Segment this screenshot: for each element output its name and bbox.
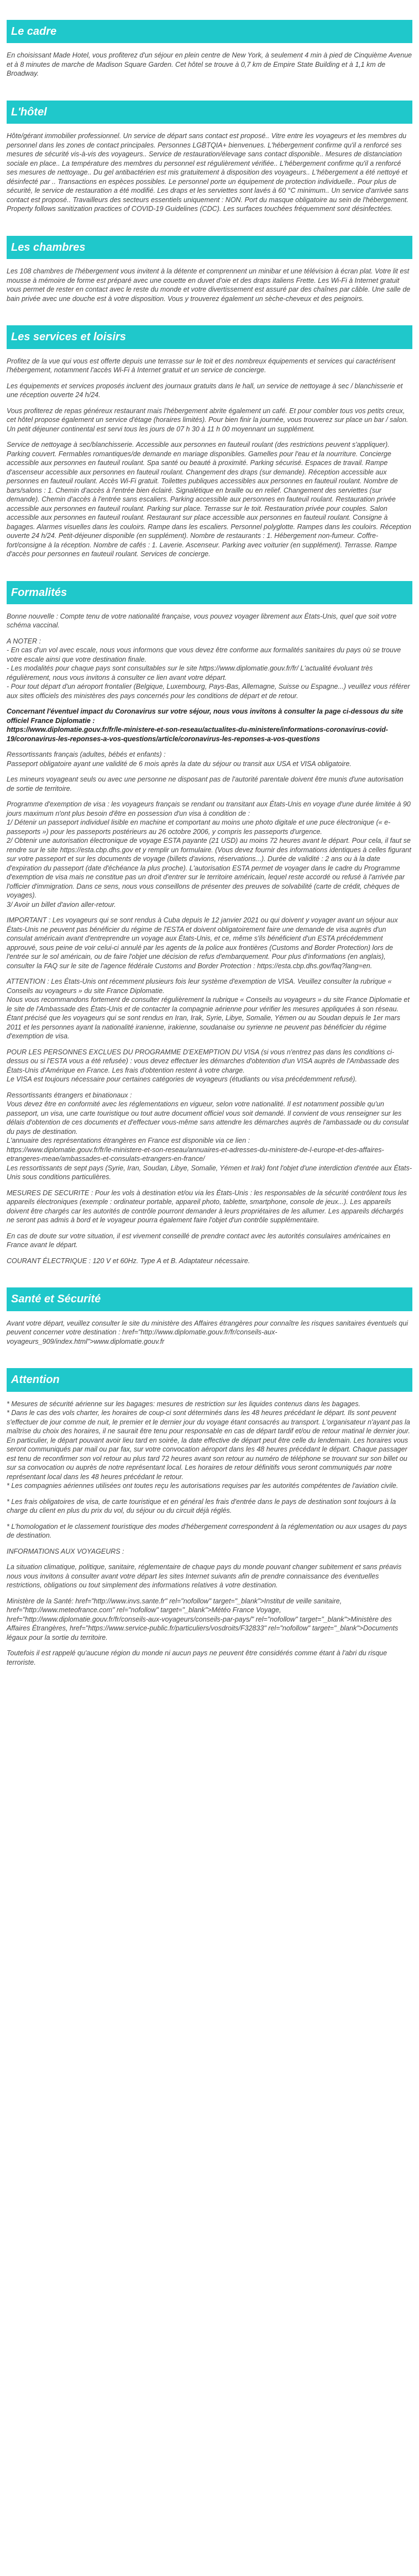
- paragraph: Vous profiterez de repas généreux restaurant mais l'hébergement abrite également un café. Et pour combler tous vos petits creux, cet hôtel propose également un service d'étage (horaires limités). Pour bien finir la journée, vous trouverez sur place un bar / salon. Un petit déjeuner continental est servi tous les jours de 07 h 30 à 11 h 00 moyennant un supplément.: [7, 407, 408, 433]
- paragraph: En cas de doute sur votre situation, il est vivement conseillé de prendre contact avec les autorités consulaires américaines en France avant le départ.: [7, 1232, 391, 1249]
- paragraph: ATTENTION : Les États-Unis ont récemment plusieurs fois leur système d'exemption de VISA. Veuillez consulter la rubrique « Conseils au voyageurs » du site France Diplomatie. Nous vous recommandons fortement de consulter régulièrement la rubrique « Conseils au voyageurs » du site France Diplomatie et le site de l'Ambassade des États-Unis et de contacter la compagnie aérienne pour vérifier les mesures appliquées à son réseau. Étant précisé que les voyageurs qui se sont rendus en Iran, Irak, Syrie, Libye, Somalie, Yémen ou au Soudan depuis le 1er mars 2011 et les personnes ayant la nationalité iranienne, irakienne, soudanaise ou syrienne ne peuvent pas bénéficier du régime d'exemption de visa.: [7, 978, 410, 1041]
- section-body: [7, 1400, 412, 1667]
- section-header: [7, 101, 412, 124]
- section-header: [7, 1287, 412, 1311]
- section-header: [7, 325, 412, 349]
- paragraph: Les 108 chambres de l'hébergement vous invitent à la détente et comprennent un minibar et une télévision à écran plat. Votre lit est mousse à mémoire de forme est préparé avec une couette en duvet d'oie et des draps italiens Frette. Les Wi-Fi à Internet gratuit vous permet de rester en contact avec le reste du monde et votre divertissement est assuré par des chaînes par câble. Une salle de bain privée avec une douche est à votre disposition. Vous y trouverez également un sèche-cheveux et des peignoirs.: [7, 267, 411, 303]
- paragraph: Les équipements et services proposés incluent des journaux gratuits dans le hall, un service de nettoyage à sec / blanchisserie et une réception ouverte 24 h/24.: [7, 382, 403, 399]
- section-header: [7, 581, 412, 604]
- section-sante-securite: [7, 1287, 412, 1346]
- section-header: [7, 236, 412, 259]
- paragraph: INFORMATIONS AUX VOYAGEURS :: [7, 1547, 124, 1555]
- paragraph: Ministère de la Santé: href="http://www.invs.sante.fr" rel="nofollow" target="_blank">Institut de veille sanitaire, href="http://www.meteofrance.com" rel="nofollow" target="_blank">Météo France Voyage, href="http://www.diplomatie.gouv.fr/fr/conseils-aux-voyageurs/conseils-par-pays/" rel="nofollow" target="_blank">Ministère des Affaires Étrangères, href="https://www.service-public.fr/particuliers/vosdroits/F32833" rel="nofollow" target="_blank">Documents légaux pour la sortie du territoire.: [7, 1597, 399, 1641]
- section-title: Les chambres: [11, 241, 86, 254]
- section-services-loisirs: [7, 325, 412, 558]
- paragraph: Programme d'exemption de visa : les voyageurs français se rendant ou transitant aux États-Unis en voyage d'une durée limitée à 90 jours maximum n'ont plus besoin d'être en possession d'un visa à condition de : 1/ Détenir un passeport individuel lisible en machine et comportant au moins une photo digitale et une puce électronique (« e-passeports ») pour les passeports postérieurs au 26 octobre 2006, y compris les passeports d'urgence. 2/ Obtenir une autorisation électronique de voyage ESTA payante (21 USD) au moins 72 heures avant le départ. Pour cela, il faut se rendre sur le site https://esta.cbp.dhs.gov et y remplir un formulaire. (Vous devez fournir des informations identiques à celles figurant sur votre passeport et sur les documents de voyage (billets d'avions, réservations...). Durée de validité : 2 ans ou à la date d'expiration du passeport (date d'échéance la plus proche). L'autorisation ESTA permet de voyager dans le cadre du Programme d'exemption de visa mais ne constitue pas un droit d'entrer sur le territoire américain, lequel reste accordé ou refusé à l'arrivée par l'officier d'immigration. Dans ce sens, nous vous conseillons de présenter des preuves de solvabilité (carte de crédit, chèques de voyages). 3/ Avoir un billet d'avion aller-retour.: [7, 800, 411, 909]
- paragraph: * Mesures de sécurité aérienne sur les bagages: mesures de restriction sur les liquides contenus dans les bagages. * Dans le cas des vols charter, les horaires de coup-ci sont déterminés dans les 48 heures précédant le départ. Ils sont peuvent s'effectuer de jour comme de nuit, le premier et le dernier jour du voyage étant consacrés au transport. L'organisateur n'ayant pas la maîtrise du choix des horaires, il ne saurait être tenu pour responsable en cas de départ tardif et/ou de retour matinal le dernier jour. En particulier, le départ pouvant avoir lieu tard en soirée, la date effective de départ peut être celle du lendemain. Les horaires vous seront communiqués par mail ou par fax, sur votre convocation aéroport dans les 48 heures précédant le départ. Chaque passager est tenu de reconfirmer son vol retour au plus tard 72 heures avant son retour au numéro de téléphone se trouvant sur son billet ou sur sa convocation ou auprès de notre représentant local. Les horaires de retour définitifs vous seront communiqués par notre représentant local dans les 48 heures précédant le retour. * Les compagnies aériennes utilisées ont toutes reçu les autorisations requises par les autorités compétentes de l'aviation civile.: [7, 1400, 410, 1490]
- paragraph: Service de nettoyage à sec/blanchisserie. Accessible aux personnes en fauteuil roulant (des restrictions peuvent s'appliquer). Parking couvert. Fermables romantiques/de demande en mariage disponibles. Gamelles pour l'eau et la nourriture. Concierge accessible aux personnes en fauteuil roulant. Spa santé ou beauté à proximité. Parking sécurisé. Espaces de travail. Rampe d'ascenseur accessible aux personnes en fauteuil roulant. Changement des draps (sur demande). Réception accessible aux personnes en fauteuil roulant. Accès Wi-Fi gratuit. Toilettes publiques accessibles aux personnes en fauteuil roulant. Nombre de bars/salons : 1. Chemin d'accès à l'entrée bien éclairé. Signalétique en braille ou en relief. Changement des serviettes (sur demande). Chemin d'accès à l'entrée sans escaliers. Parking accessible aux personnes en fauteuil roulant. Restauration privée accessible aux personnes en fauteuil roulant. Parking sur place. Terrasse sur le toit. Restauration privée pour couples. Salon accessible aux personnes en fauteuil roulant. Restaurant sur place accessible aux personnes en fauteuil roulant. Consigne à bagages. Alarmes visuelles dans les couloirs. Rampe dans les escaliers. Personnel polyglotte. Rampes dans les couloirs. Réception ouverte 24 h/24. Petit-déjeuner disponible (en supplément). Nombre de restaurants : 1. Hébergement non-fumeur. Coffre-fort/consigne à la réception. Nombre de cafés : 1. Laverie. Ascenseur. Parking avec voiturier (en supplément). Terrasse. Rampe d'accès pour personnes en fauteuil roulant. Services de concierge.: [7, 441, 411, 558]
- section-body: [7, 51, 412, 78]
- section-attention: [7, 1368, 412, 1667]
- paragraph: A NOTER : - En cas d'un vol avec escale, nous vous informons que vous devez être conforme aux formalités sanitaires du pays où se trouve votre escale ainsi que votre destination finale. - Les modalités pour chaque pays sont consultables sur le site https://www.diplomatie.gouv.fr/fr/ L'actualité évoluant très régulièrement, nous vous invitons à consulter ce lien avant votre départ. - Pour tout départ d'un aéroport frontalier (Belgique, Luxembourg, Pays-Bas, Allemagne, Suisse ou Espagne...) veuillez vous référer aux sites officiels des ministères des pays concernés pour les conditions de départ et de retour.: [7, 637, 410, 700]
- page-content: [0, 20, 419, 1687]
- paragraph: Hôte/gérant immobilier professionnel. Un service de départ sans contact est proposé.. Vitre entre les voyageurs et les membres du personnel dans les zones de contact principales. Personnes LGBTQIA+ bienvenues. L'hébergement confirme qu'il a renforcé ses mesures de sécurité vis-à-vis des voyageurs.. Service de restauration/élevage sans contact disponible.. Mesures de distanciation sociale en place.. La température des membres du personnel est régulièrement vérifiée.. L'hébergement confirme qu'il a renforcé ses mesures de nettoyage.. Du gel antibactérien est mis gratuitement à disposition des voyageurs.. L'hébergement a été nettoyé et désinfecté par .. Transactions en espèces possibles. Le personnel porte un équipement de protection individuelle.. Pour plus de sécurité, le service de restauration a été modifié. Les draps et les serviettes sont lavés à 60 °C minimum.. Un service d'arrivée sans contact est proposé.. Travailleurs des secteurs essentiels uniquement : NON. Port du masque obligatoire au sein de l'hébergement. Property follows sanitization practices of COVID-19 Guidelines (CDC). Les surfaces touchées fréquemment sont désinfectées.: [7, 132, 409, 213]
- paragraph: Les mineurs voyageant seuls ou avec une personne ne disposant pas de l'autorité parentale doivent être munis d'une autorisation de sortie de territoire.: [7, 775, 404, 793]
- section-title: Attention: [11, 1374, 60, 1386]
- paragraph: Ressortissants étrangers et binationaux : Vous devez être en conformité avec les réglementations en vigueur, selon votre nationalité. Il est notamment possible qu'un passeport, un visa, une carte touristique ou tout autre document officiel vous soit demandé. Il convient de vous renseigner sur les délais d'obtention de ces documents et d'effectuer vous-même sans attendre les démarches auprès de l'ambassade ou du consulat du pays de destination. L'annuaire des représentations étrangères en France est disponible via ce lien : https://www.diplomatie.gouv.fr/fr/le-ministere-et-son-reseau/annuaires-et-adresses-du-ministere-de-l-europe-et-des-affaires-etrangeres-meae/ambassades-et-consulats-etrangers-en-france/ Les ressortissants de sept pays (Syrie, Iran, Soudan, Libye, Somalie, Yémen et Irak) font l'objet d'une interdiction d'entrée aux États-Unis sous conditions particulières.: [7, 1091, 412, 1181]
- paragraph: IMPORTANT : Les voyageurs qui se sont rendus à Cuba depuis le 12 janvier 2021 ou qui doivent y voyager avant un séjour aux États-Unis ne peuvent pas bénéficier du régime de l'ESTA et doivent obligatoirement faire une demande de visa auprès d'un consulat américain avant d'entreprendre un voyage aux États-Unis, et ce, même s'ils bénéficient d'un ESTA précédemment approuvé, sous peine de voir celui-ci annulé par les agents de la police aux frontières (Customs and Border Protection) lors de l'entrée sur le sol américain, ou de faire l'objet une décision de refus d'embarquement. Pour plus d'informations (en anglais), consulter la FAQ sur le site de l'agence fédérale Customs and Border Protection : https://esta.cbp.dhs.gov/faq?lang=en.: [7, 916, 398, 970]
- section-hotel: [7, 101, 412, 214]
- paragraph: COURANT ÉLECTRIQUE : 120 V et 60Hz. Type A et B. Adaptateur nécessaire.: [7, 1257, 250, 1265]
- paragraph: En choisissant Made Hotel, vous profiterez d'un séjour en plein centre de New York, à seulement 4 min à pied de Cinquième Avenue et à 8 minutes de marche de Madison Square Garden. Cet hôtel se trouve à 0,7 km de Empire State Building et à 1,1 km de Broadway.: [7, 51, 412, 78]
- section-formalites: [7, 581, 412, 1266]
- paragraph: Ressortissants français (adultes, bébés et enfants) : Passeport obligatoire ayant une validité de 6 mois après la date du séjour ou transit aux USA et VISA obligatoire.: [7, 751, 352, 768]
- section-chambres: [7, 236, 412, 303]
- paragraph: La situation climatique, politique, sanitaire, réglementaire de chaque pays du monde pouvant changer subitement et sans préavis nous vous invitons à consulter avant votre départ les sites Internet suivants afin de prendre connaissance des éventuelles restrictions, obligations ou tout simplement des informations relatives à votre destination.: [7, 1563, 402, 1590]
- paragraph: MESURES DE SECURITE : Pour les vols à destination et/ou via les États-Unis : les responsables de la sécurité contrôlent tous les appareils électroniques (exemple : ordinateur portable, appareil photo, tablette, smartphone, console de jeux...). Les appareils doivent être chargés car les autorités de contrôle pourront demander à leurs propriétaires de les allumer. Les appareils déchargés ne seront pas admis à bord et le voyageur pourra également faire l'objet d'un contrôle supplémentaire.: [7, 1189, 407, 1224]
- section-title: Le cadre: [11, 25, 57, 38]
- section-title: Formalités: [11, 586, 67, 599]
- section-body: [7, 131, 412, 214]
- section-body: [7, 1319, 412, 1347]
- paragraph: Profitez de la vue qui vous est offerte depuis une terrasse sur le toit et des nombreux équipements et services qui caractérisent l'hébergement, notamment l'accès Wi-Fi à Internet gratuit et un service de concierge.: [7, 357, 396, 374]
- paragraph: Toutefois il est rappelé qu'aucune région du monde ni aucun pays ne peuvent être considérés comme étant à l'abri du risque terroriste.: [7, 1649, 387, 1666]
- section-body: [7, 267, 412, 303]
- section-header: [7, 1368, 412, 1391]
- section-title: Santé et Sécurité: [11, 1293, 101, 1306]
- section-title: Les services et loisirs: [11, 331, 126, 344]
- section-header: [7, 20, 412, 43]
- paragraph-bold: Concernant l'éventuel impact du Coronavirus sur votre séjour, nous vous invitons à consulter la page ci-dessous du site officiel France Diplomatie : https://www.diplomatie.gouv.fr/fr/le-ministere-et-son-reseau/actualites-du-ministere/informations-coronavirus-covid-19/coronavirus-les-reponses-a-vos-questions/article/coronavirus-les-reponses-a-vos-questions: [7, 708, 404, 743]
- section-body: [7, 612, 412, 1266]
- paragraph: Bonne nouvelle : Compte tenu de votre nationalité française, vous pouvez voyager librement aux États-Unis, quel que soit votre schéma vaccinal.: [7, 612, 397, 630]
- paragraph: Avant votre départ, veuillez consulter le site du ministère des Affaires étrangères pour connaître les risques sanitaires éventuels qui peuvent concerner votre destination : href="http://www.diplomatie.gouv.fr/fr/conseils-aux-voyageurs_909/index.html">www.diplomatie.gouv.fr: [7, 1319, 408, 1345]
- paragraph: * Les frais obligatoires de visa, de carte touristique et en général les frais d'entrée dans le pays de destination sont toujours à la charge du client en plus du prix du vol, du séjour ou du circuit déjà réglés.: [7, 1497, 396, 1515]
- section-body: [7, 357, 412, 559]
- paragraph: * L'homologation et le classement touristique des modes d'hébergement correspondent à la réglementation ou aux usages du pays de destination.: [7, 1522, 407, 1540]
- paragraph: POUR LES PERSONNES EXCLUES DU PROGRAMME D'EXEMPTION DU VISA (si vous n'entrez pas dans les conditions ci-dessus ou si l'ESTA vous a été refusée) : vous devez effectuer les démarches d'obtention d'un VISA auprès de l'Ambassade des États-Unis d'Amérique en France. Les frais d'obtention restent à votre charge. Le VISA est toujours nécessaire pour certaines catégories de voyageurs (étudiants ou visa précédemment refusé).: [7, 1048, 400, 1084]
- section-le-cadre: [7, 20, 412, 78]
- section-title: L'hôtel: [11, 105, 47, 118]
